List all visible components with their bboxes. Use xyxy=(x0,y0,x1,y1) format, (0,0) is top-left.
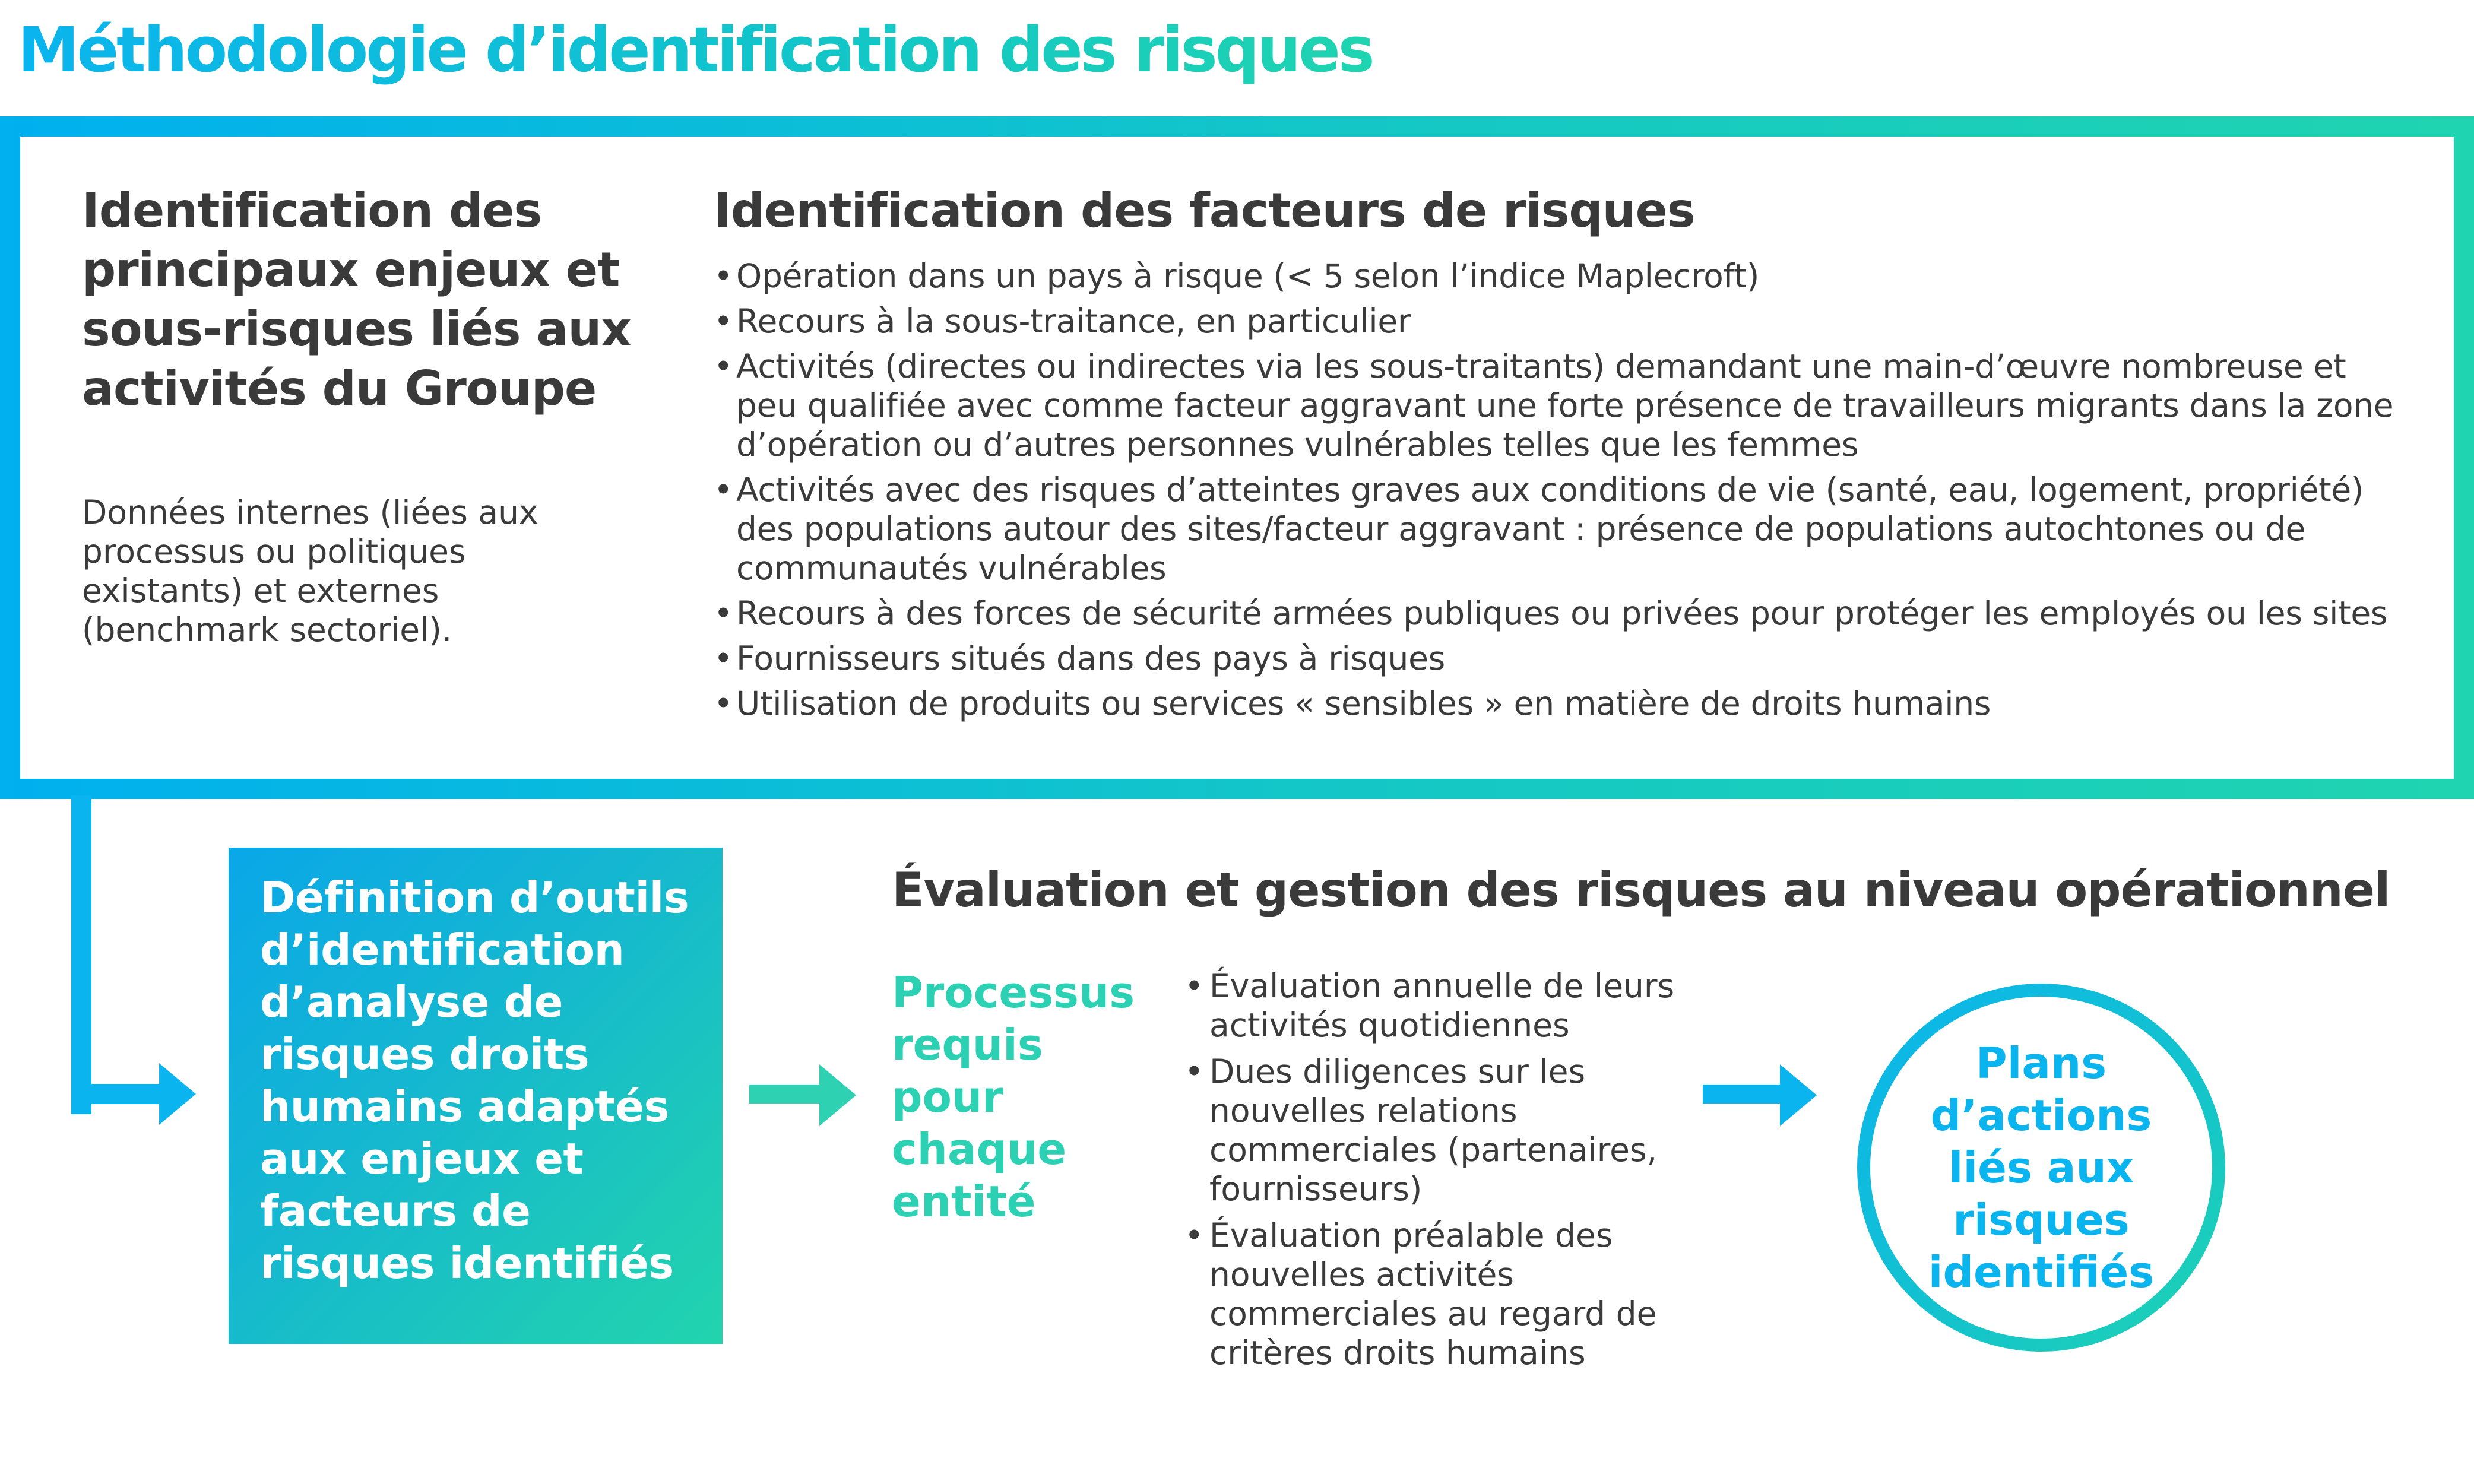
identification-heading: Identification des principaux enjeux et sous-risques liés aux activités du Groupe xyxy=(82,183,631,416)
page-title: Méthodologie d’identification des risques xyxy=(18,8,1373,91)
risk-factor-item: • Utilisation de produits ou services « sensibles » en matière de droits humains xyxy=(714,684,2412,723)
arrow-shaft xyxy=(749,1085,821,1104)
evaluation-item: • Évaluation annuelle de leurs activités quotidiennes xyxy=(1184,966,1719,1045)
evaluation-list xyxy=(1184,966,1719,1380)
arrow-right-icon xyxy=(159,1063,196,1125)
risk-factor-item: • Recours à la sous-traitance, en particulier xyxy=(714,302,2412,341)
evaluation-item: • Dues diligences sur les nouvelles relations commerciales (partenaires, fournisseurs) xyxy=(1184,1052,1719,1209)
risk-factors-list xyxy=(714,256,2412,729)
risk-factor-item: • Fournisseurs situés dans des pays à risques xyxy=(714,639,2412,678)
arrow-right-icon xyxy=(1780,1064,1817,1126)
risk-factor-item: • Opération dans un pays à risque (< 5 selon l’indice Maplecroft) xyxy=(714,256,2412,296)
risk-factor-item: • Activités avec des risques d’atteintes graves aux conditions de vie (santé, eau, logement, propriété) des populations autour des sites/facteur aggravant : présence de populations autochtones ou de communautés vulnérables xyxy=(714,470,2412,588)
connector-line-horizontal xyxy=(71,1084,160,1104)
risk-factor-item: • Activités (directes ou indirectes via les sous-traitants) demandant une main-d’œuvre nombreuse et peu qualifiée avec comme facteur aggravant une forte présence de travailleurs migrants dans la zone d’opération ou d’autres personnes vulnérables telles que les femmes xyxy=(714,347,2412,464)
process-label: Processus requis pour chaque entité xyxy=(892,968,1135,1226)
identification-description: Données internes (liées aux processus ou politiques existants) et externes (benchmark sectoriel). xyxy=(82,493,538,649)
action-plans-text: Plans d’actions liés aux risques identifiés xyxy=(1928,1038,2155,1297)
evaluation-heading: Évaluation et gestion des risques au niveau opérationnel xyxy=(892,863,2390,918)
risk-factors-heading: Identification des facteurs de risques xyxy=(714,183,1695,238)
evaluation-item: • Évaluation préalable des nouvelles activités commerciales au regard de critères droits humains xyxy=(1184,1216,1719,1372)
tools-definition-text: Définition d’outils d’identification d’analyse de risques droits humains adaptés aux enjeux et facteurs de risques identifiés xyxy=(260,873,689,1288)
risk-factor-item: • Recours à des forces de sécurité armées publiques ou privées pour protéger les employés ou les sites xyxy=(714,594,2412,633)
arrow-right-icon xyxy=(819,1064,856,1126)
connector-line-vertical xyxy=(71,795,91,1114)
action-plans-circle xyxy=(1857,984,2225,1352)
arrow-shaft xyxy=(1703,1085,1781,1104)
